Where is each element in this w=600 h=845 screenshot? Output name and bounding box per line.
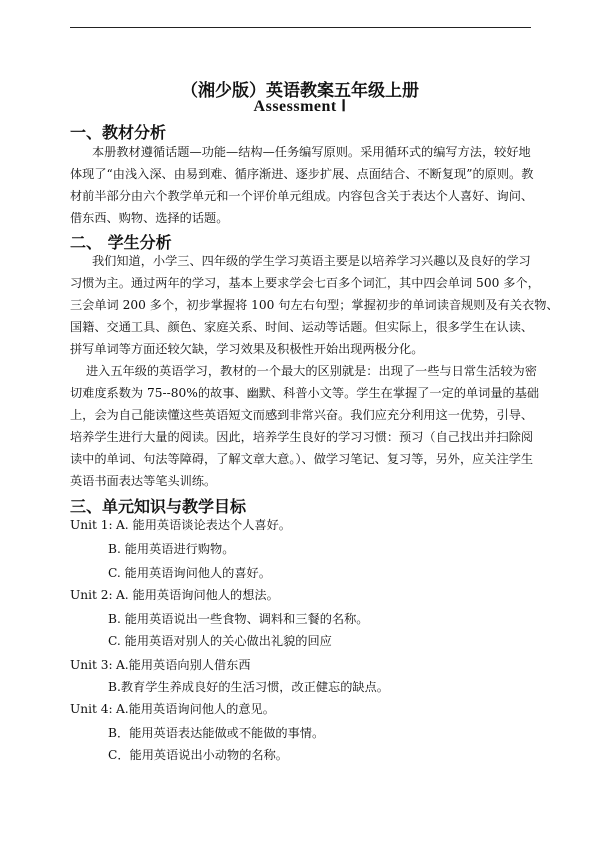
unit-objective: C. 能用英语对别人的关心做出礼貌的回应 [108,634,332,648]
paragraph-line: 国籍、交通工具、颜色、家庭关系、时间、运动等话题。但实际上，很多学生在认读、 [70,320,534,334]
paragraph-line: 借东西、购物、选择的话题。 [70,211,229,225]
unit-objective: B. 能用英语说出一些食物、调料和三餐的名称。 [108,612,369,626]
unit-label: Unit 3: [70,658,113,672]
unit-objective: A. 能用英语谈论表达个人喜好。 [116,518,291,532]
unit-objective: B. 能用英语进行购物。 [108,542,235,556]
unit-objective: A.能用英语询问他人的意见。 [116,702,275,716]
paragraph-line: 拼写单词等方面还较欠缺，学习效果及积极性开始出现两极分化。 [70,342,424,356]
unit-label: Unit 2: [70,588,113,602]
unit-label: Unit 1: [70,518,113,532]
paragraph [70,360,540,492]
header-rule [70,27,531,28]
paragraph-line: 我们知道，小学三、四年级的学生学习英语主要是以培养学习兴趣以及良好的学习 [92,254,531,268]
paragraph-line: 体现了“由浅入深、由易到难、循序渐进、逐步扩展、点面结合、不断复现”的原则。教 [70,167,534,181]
section-heading-unit-objectives: 三、单元知识与教学目标 [70,497,247,516]
unit-objective: C．能用英语说出小动物的名称。 [108,748,288,762]
paragraph-line: 培养学生进行大量的阅读。因此，培养学生良好的学习习惯：预习（自己找出并扫除阅 [70,430,534,444]
paragraph-line: 三会单词 200 多个，初步掌握将 100 句左右句型；掌握初步的单词读音规则及有关衣物、 [70,298,559,312]
paragraph [70,141,532,229]
unit-objective: B.教育学生养成良好的生活习惯，改正健忘的缺点。 [108,680,389,694]
section-heading-textbook-analysis: 一、教材分析 [70,123,167,142]
paragraph-line: 切难度系数为 75--80%的故事、幽默、科普小文等。学生在掌握了一定的单词量的基础 [70,386,540,400]
document-subtitle: Assessment Ⅰ [253,98,347,115]
paragraph-line: 上，会为自己能读懂这些英语短文而感到非常兴奋。我们应充分利用这一优势，引导、 [70,408,534,422]
paragraph [70,250,559,360]
paragraph-line: 进入五年级的英语学习，教材的一个最大的区别就是：出现了一些与日常生活较为密 [86,364,537,378]
unit-label: Unit 4: [70,702,113,716]
document-title: （湘少版）英语教案五年级上册 [181,81,419,101]
unit-objective: A.能用英语向别人借东西 [116,658,251,672]
section-heading-student-analysis: 二、 学生分析 [70,233,172,252]
unit-objective: C. 能用英语询问他人的喜好。 [108,566,271,580]
paragraph-line: 英语书面表达等笔头训练。 [70,474,217,488]
unit-objective: A. 能用英语询问他人的想法。 [116,588,279,602]
paragraph-line: 本册教材遵循话题—功能—结构—任务编写原则。采用循环式的编写方法，较好地 [92,145,531,159]
unit-objective: B．能用英语表达能做或不能做的事情。 [108,726,325,740]
paragraph-line: 习惯为主。通过两年的学习，基本上要求学会七百多个词汇，其中四会单词 500 多个， [70,276,540,290]
paragraph-line: 读中的单词、句法等障碍，了解文章大意。）、做学习笔记、复习等，另外，应关注学生 [70,452,534,466]
paragraph-line: 材前半部分由六个教学单元和一个评价单元组成。内容包含关于表达个人喜好、询问、 [70,189,534,203]
